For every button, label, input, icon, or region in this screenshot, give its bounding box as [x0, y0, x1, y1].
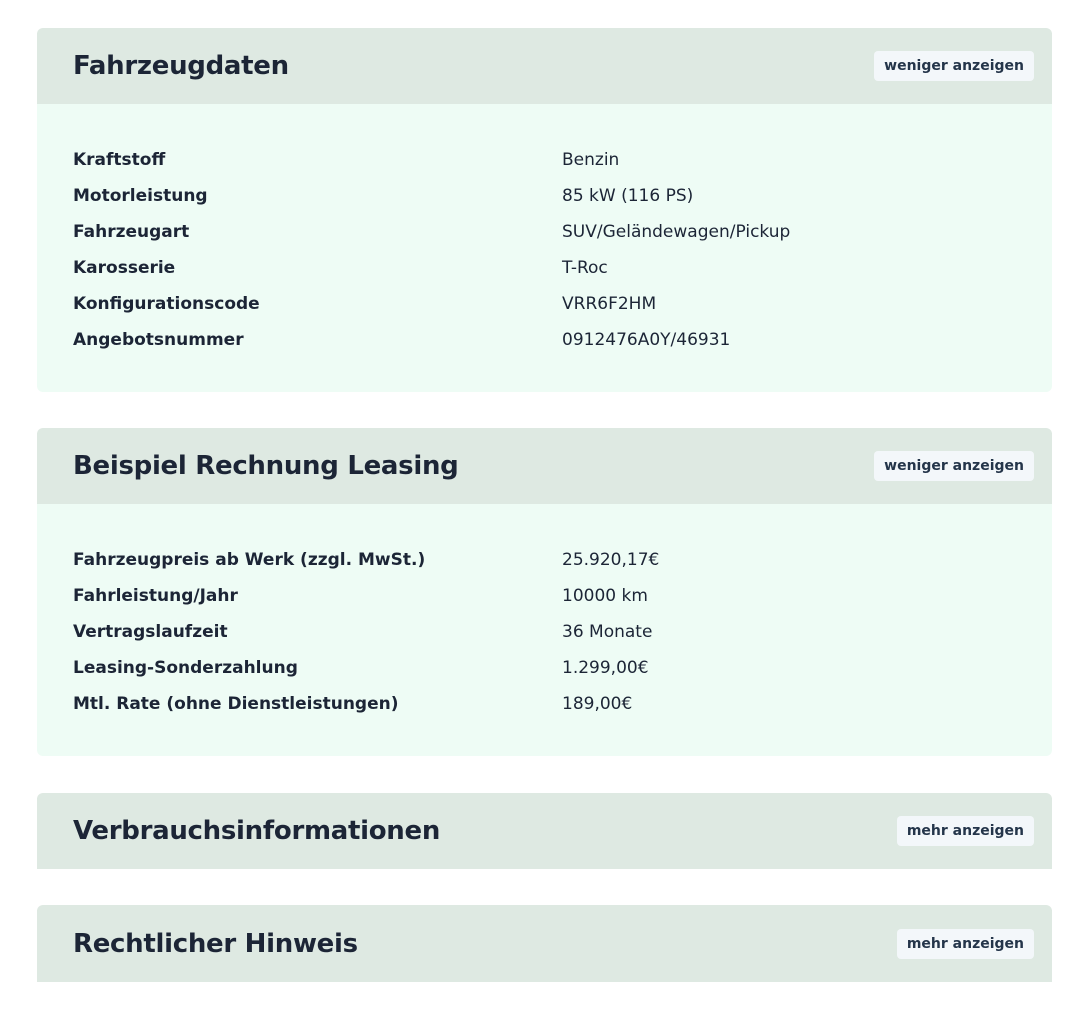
spec-row-konfigurationscode [73, 286, 1016, 322]
leasing-row-fahrzeugpreis [73, 542, 1016, 578]
leasing-row-sonderzahlung [73, 650, 1016, 686]
leasing-label: Leasing-Sonderzahlung [73, 658, 298, 678]
spec-label: Karosserie [73, 258, 176, 278]
section-title: Verbrauchsinformationen [73, 816, 441, 846]
spec-value: 85 kW (116 PS) [562, 186, 694, 206]
section-title: Rechtlicher Hinweis [73, 928, 358, 959]
spec-label: Motorleistung [73, 186, 208, 206]
section-fahrzeugdaten [37, 28, 1052, 392]
leasing-row-vertragslaufzeit [73, 614, 1016, 650]
show-less-button[interactable]: weniger anzeigen [874, 451, 1034, 481]
spec-row-karosserie [73, 250, 1016, 286]
spec-row-angebotsnummer [73, 322, 1016, 358]
section-leasing [37, 428, 1052, 756]
section-title: Fahrzeugdaten [73, 51, 289, 81]
leasing-label: Mtl. Rate (ohne Dienstleistungen) [73, 694, 399, 714]
section-verbrauchsinformationen [37, 793, 1052, 869]
spec-label: Fahrzeugart [73, 222, 190, 242]
leasing-row-rate [73, 686, 1016, 722]
leasing-value: 189,00€ [562, 694, 633, 714]
leasing-value: 36 Monate [562, 622, 653, 642]
spec-label: Angebotsnummer [73, 330, 244, 350]
spec-row-kraftstoff [73, 142, 1016, 178]
spec-row-motorleistung [73, 178, 1016, 214]
spec-value: 0912476A0Y/46931 [562, 330, 731, 350]
spec-label: Kraftstoff [73, 150, 166, 170]
section-rechtlicher-hinweis [37, 905, 1052, 982]
section-header [37, 428, 1052, 504]
section-header [37, 793, 1052, 869]
section-header [37, 905, 1052, 982]
spec-value: Benzin [562, 150, 620, 170]
section-body [37, 104, 1052, 392]
leasing-value: 10000 km [562, 586, 648, 606]
spec-row-fahrzeugart [73, 214, 1016, 250]
section-header [37, 28, 1052, 104]
spec-value: VRR6F2HM [562, 294, 657, 314]
leasing-label: Fahrleistung/Jahr [73, 586, 238, 606]
spec-value: T-Roc [562, 258, 608, 278]
leasing-label: Fahrzeugpreis ab Werk (zzgl. MwSt.) [73, 550, 426, 570]
leasing-value: 25.920,17€ [562, 550, 660, 570]
leasing-value: 1.299,00€ [562, 658, 649, 678]
spec-label: Konfigurationscode [73, 294, 260, 314]
show-less-button[interactable]: weniger anzeigen [874, 51, 1034, 81]
section-title: Beispiel Rechnung Leasing [73, 451, 459, 481]
section-body [37, 504, 1052, 756]
show-more-button[interactable]: mehr anzeigen [897, 929, 1034, 959]
leasing-row-fahrleistung [73, 578, 1016, 614]
leasing-label: Vertragslaufzeit [73, 622, 228, 642]
show-more-button[interactable]: mehr anzeigen [897, 816, 1034, 846]
spec-value: SUV/Geländewagen/Pickup [562, 222, 791, 242]
